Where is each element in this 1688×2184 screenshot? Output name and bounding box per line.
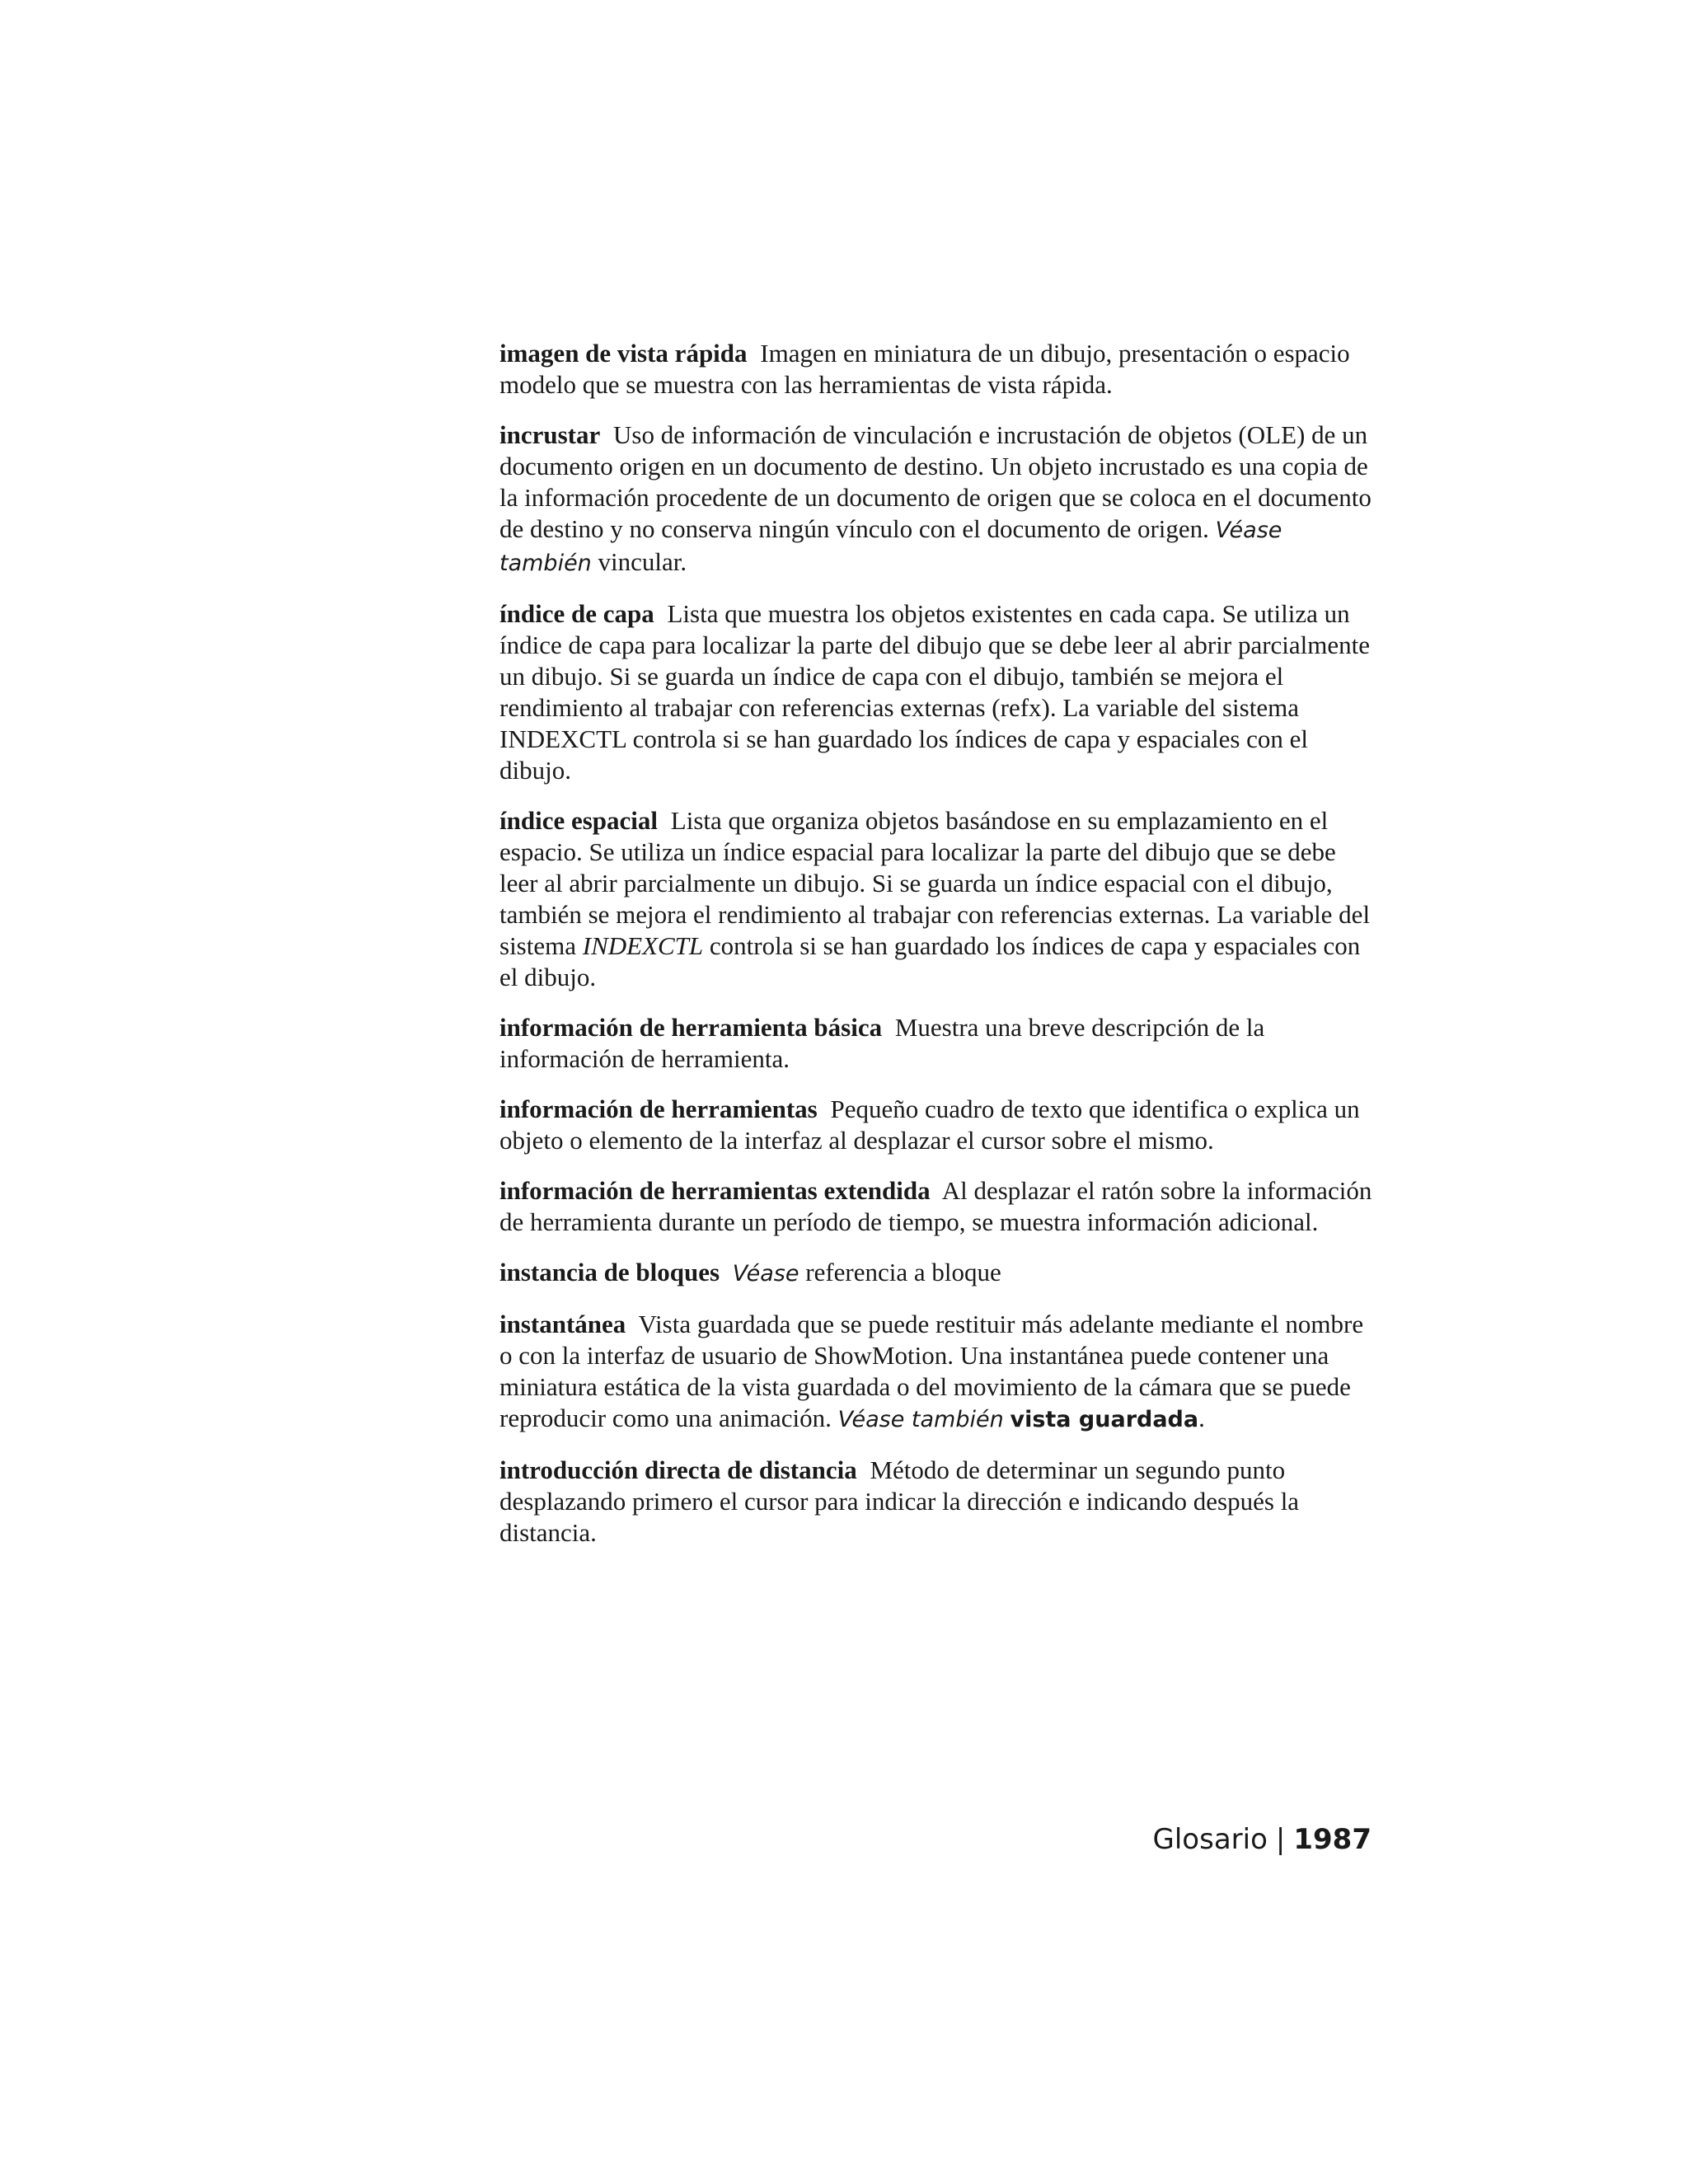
glossary-entry-introduccion-directa-de-distancia <box>499 1455 1377 1549</box>
entry-term: incrustar <box>499 420 601 449</box>
footer-section-title: Glosario <box>1152 1823 1268 1856</box>
footer-separator: | <box>1275 1823 1286 1856</box>
entry-definition: Lista que organiza objetos basándose en su emplazamiento en el espacio. Se utiliza un índice espacial para localizar la parte del dibujo que se debe leer al abrir parcialmente un dibujo. Si se guarda un índice espacial con el dibujo, también se mejora el rendimiento al trabajar con referencias externas. La variable del sistema <box>499 806 1371 960</box>
glossary-entry-instantanea <box>499 1309 1377 1436</box>
glossary-entry-informacion-de-herramientas-extendida <box>499 1175 1377 1238</box>
page-footer <box>989 1821 1372 1858</box>
entry-definition: Vista guardada que se puede restituir más adelante mediante el nombre o con la interfaz de usuario de ShowMotion. Una instantánea puede contener una miniatura estática de la vista guardada o del movimiento de la cámara que se puede reproducir como una animación. <box>499 1310 1364 1432</box>
page-number: 1987 <box>1293 1823 1372 1856</box>
entry-term: introducción directa de distancia <box>499 1455 857 1484</box>
entry-term: índice de capa <box>499 599 654 628</box>
see-also-label: Véase también <box>837 1407 1004 1432</box>
entry-definition: Imagen en miniatura de un dibujo, presentación o espacio modelo que se muestra con las herramientas de vista rápida. <box>499 339 1350 399</box>
glossary-entry-indice-espacial <box>499 805 1377 993</box>
entry-term: índice espacial <box>499 806 659 835</box>
entry-definition: Al desplazar el ratón sobre la información de herramienta durante un período de tiempo, se muestra información adicional. <box>499 1176 1372 1236</box>
see-also-reference: vista guardada <box>1010 1407 1199 1432</box>
glossary-entry-imagen-de-vista-rapida <box>499 338 1377 401</box>
entry-term: información de herramientas extendida <box>499 1176 931 1205</box>
glossary-entry-informacion-de-herramientas <box>499 1094 1377 1156</box>
see-also-label: Véase también <box>499 518 1282 576</box>
entry-term: instantánea <box>499 1310 626 1338</box>
entry-term: imagen de vista rápida <box>499 339 748 368</box>
glossary-content <box>499 338 1377 1568</box>
entry-definition: Muestra una breve descripción de la información de herramienta. <box>499 1013 1265 1073</box>
entry-definition-continued: controla si se han guardado los índices de capa y espaciales con el dibujo. <box>499 931 1361 991</box>
see-also-period: . <box>1198 1404 1205 1432</box>
entry-definition: Uso de información de vinculación e incrustación de objetos (OLE) de un documento origen en un documento de destino. Un objeto incrustado es una copia de la información procedente de un documento de origen que se coloca en el documento de destino y no conserva ningún vínculo con el documento de origen. <box>499 420 1372 543</box>
see-also-reference: vincular. <box>598 547 687 576</box>
glossary-entry-incrustar <box>499 419 1377 579</box>
see-reference: referencia a bloque <box>805 1258 1001 1286</box>
glossary-entry-instancia-de-bloques <box>499 1257 1377 1290</box>
system-variable-name: INDEXCTL <box>582 931 704 960</box>
entry-term: instancia de bloques <box>499 1258 720 1286</box>
entry-definition: Lista que muestra los objetos existentes en cada capa. Se utiliza un índice de capa para localizar la parte del dibujo que se debe leer al abrir parcialmente un dibujo. Si se guarda un índice de capa con el dibujo, también se mejora el rendimiento al trabajar con referencias externas (refx). La variable del sistema INDEXCTL controla si se han guardado los índices de capa y espaciales con el dibujo. <box>499 599 1371 785</box>
entry-definition: Método de determinar un segundo punto desplazando primero el cursor para indicar la dirección e indicando después la distancia. <box>499 1455 1300 1547</box>
entry-term: información de herramienta básica <box>499 1013 883 1042</box>
entry-definition: Pequeño cuadro de texto que identifica o explica un objeto o elemento de la interfaz al desplazar el cursor sobre el mismo. <box>499 1094 1360 1155</box>
see-label: Véase <box>732 1261 799 1286</box>
entry-term: información de herramientas <box>499 1094 818 1123</box>
glossary-entry-informacion-de-herramienta-basica <box>499 1012 1377 1075</box>
glossary-entry-indice-de-capa <box>499 598 1377 786</box>
